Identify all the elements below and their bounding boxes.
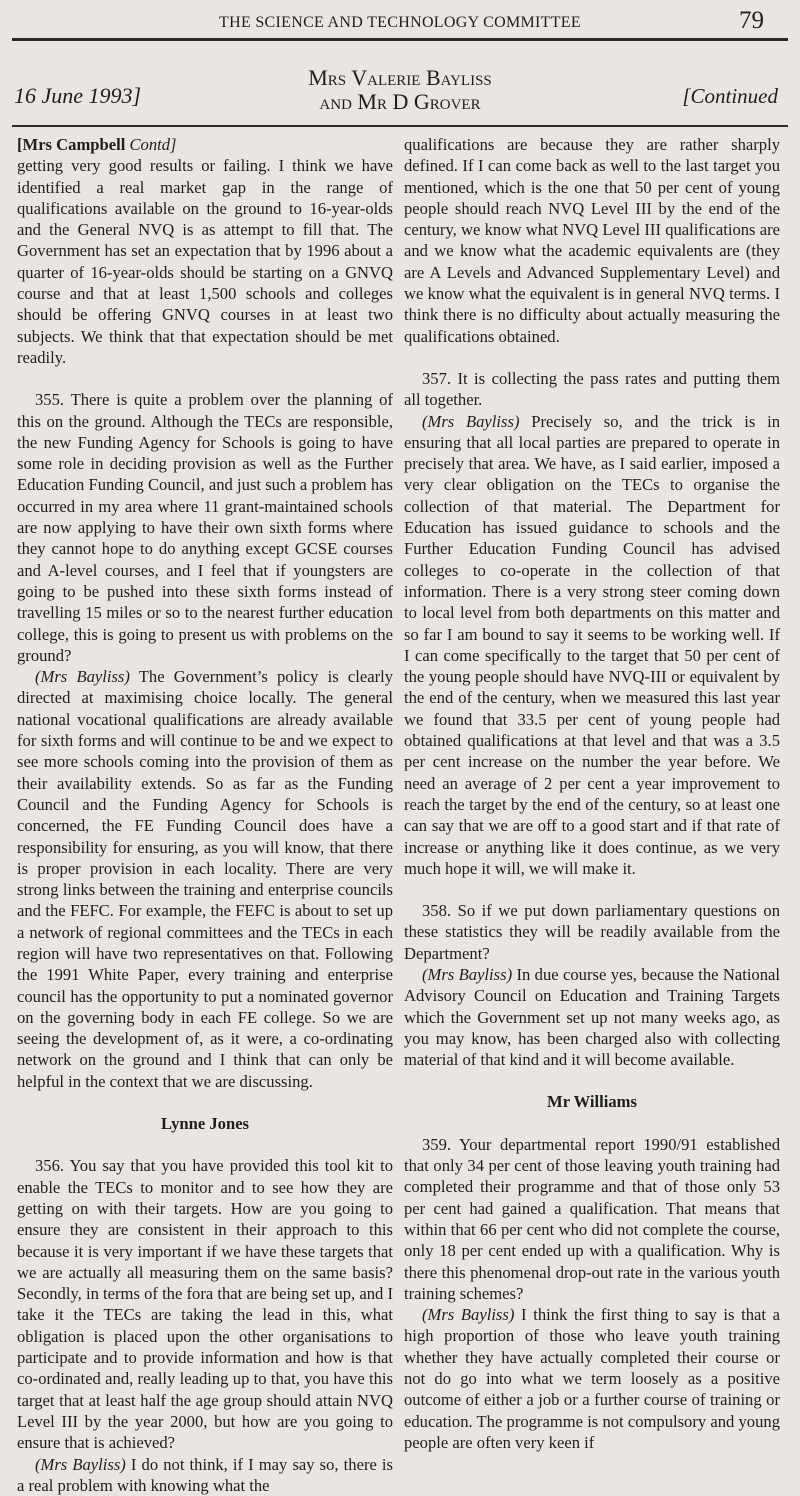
witness-names — [0, 66, 800, 114]
answer-358-text: In due course yes, because the National Advisory Council on Education and Training Targets which the Government set up not many weeks ago, as you may know, has been charged also with collecting material of that kind and it will become available. — [404, 964, 780, 1070]
running-header — [0, 6, 800, 40]
subheader-rule — [12, 125, 788, 127]
answer-357-speaker: (Mrs Bayliss) — [422, 411, 520, 431]
answer-359 — [404, 1304, 780, 1453]
journal-title: THE SCIENCE AND TECHNOLOGY COMMITTEE — [219, 14, 581, 31]
question-359: 359. Your departmental report 1990/91 established that only 34 per cent of those leaving youth training had completed their programme and that of those only 53 per cent had gained a qualification. That means that within that 66 per cent who did not complete the course, only 18 per cent ended up with a qualification. Why is there this phenomenal drop-out rate in the various youth training schemes? — [404, 1134, 780, 1303]
question-355: 355. There is quite a problem over the planning of this on the ground. Although the TECs are responsible, the new Funding Agency for Schools is going to have some role in deciding provision as well as the Further Education Funding Council, and just such a problem has occurred in my area where 11 grant-maintained schools are now applying to have their own sixth forms where they cannot hope to do anything except GCSE courses and A-level courses, and I feel that if youngsters are going to be pushed into these sixth forms instead of travelling 15 miles or so to the nearest further education college, this is going to present us with problems on the ground? — [17, 390, 393, 665]
continued-speaker-name: [Mrs Campbell — [17, 135, 126, 154]
answer-356-text: I do not think, if I may say so, there is a real problem with knowing what the — [17, 1454, 393, 1495]
answer-357-text: Precisely so, and the trick is in ensuring that all local parties are prepared to operate in precisely that area. We have, as I said earlier, imposed a very clear obligation on the TECs to organise the collection of that material. The Department for Education has issued guidance to schools and the Further Education Funding Council has advised colleges to co-operate in the collection of that information. There is a very strong steer coming down to local level from both departments on this matter and so far I am bound to say it seems to be working well. If I can come specifically to the target that 50 per cent of the young people should have NVQ-III or equivalent by the end of the century, when we measured this last year we found that 33.5 per cent of young people had obtained qualifications at that level and that was a 3.5 per cent increase on the number the year before. We need an average of 2 per cent a year improvement to reach the target by the end of the century, so at least one can say that we are off to a good start and if that rate of increase or anything like it does continue, as we very much hope it will, we will make it. — [404, 411, 780, 878]
answer-359-text: I think the first thing to say is that a high proportion of those who leave youth training whether they have actually completed their course or not do go into what we term loosely as a positive outcome of either a job or a further course of training or education. The programme is not compulsory and young people are often very keen if — [404, 1305, 781, 1452]
witness-line-1: Mrs Valerie Bayliss — [308, 65, 492, 90]
session-date: 16 June 1993] — [14, 83, 142, 108]
speaker-heading-lynne-jones: Lynne Jones — [160, 1114, 250, 1134]
answer-359-speaker: (Mrs Bayliss) — [422, 1305, 515, 1325]
question-358: 358. So if we put down parliamentary questions on these statistics they will be readily available from the Department? — [404, 901, 780, 963]
left-column — [17, 134, 393, 1496]
question-357: 357. It is collecting the pass rates and putting them all together. — [404, 368, 780, 410]
witness-header — [0, 66, 800, 126]
continued-speaker — [17, 134, 393, 155]
answer-paragraph: getting very good results or failing. I think we have identified a real market gap in the range of qualifications available on the ground to 16-year-olds and the General NVQ is as attempt to fill that. The Government has set an expectation that by 1996 about a quarter of 16-year-olds should be starting on a GNVQ course and that at least 1,500 schools and colleges should be offering GNVQ courses in at least two subjects. We think that that expectation should be met readily. — [17, 156, 393, 367]
answer-355-speaker: (Mrs Bayliss) — [35, 667, 130, 687]
question-356: 356. You say that you have provided this tool kit to enable the TECs to monitor and to see how they are getting on with their targets. How are you going to ensure they are consistent in their approach to this because it is very important if we have these targets that we are actually all measuring them on the same basis? Secondly, in terms of the fora that are being set up, and I take it the TECs are taking the lead in this, what obligation is placed upon the other organisations to participate and to provide information and how is that co-ordinated and, really leading up to that, you have this target that at least half the age group should attain NVQ Level III by the year 2000, but how are you going to ensure that is achieved? — [17, 1156, 393, 1453]
answer-357 — [404, 411, 780, 880]
answer-356 — [17, 1454, 393, 1496]
answer-355 — [17, 666, 393, 1092]
speaker-heading-mr-williams: Mr Williams — [547, 1092, 637, 1112]
witness-line-2: and Mr D Grover — [319, 89, 481, 114]
answer-355-text: The Government’s policy is clearly directed at maximising choice locally. The general national vocational qualifications are already available for sixth forms and will continue to be and we expect to see more schools coming into the provision of them as their availability extends. So as far as the Funding Council and the Funding Agency for Schools is concerned, the FE Funding Council does have a responsibility for ensuring, as you will know, that there is proper provision in each locality. There are very strong links between the training and enterprise councils and the FEFC. For example, the FEFC is about to set up a network of regional committees and the TECs in each region will have two representatives on that. Following the 1991 White Paper, every training and enterprise council has the opportunity to put a nominated governor on the governing body in each FE college. So we are seeing the development of, as it were, a co-ordinating network on the ground and I think that can only be helpful in the context that we are discussing. — [17, 667, 393, 1091]
answer-continuation: qualifications are because they are rather sharply defined. If I can come back as well to the last target you mentioned, which is the one that 50 per cent of young people should reach NVQ Level III by the end of the century, we know what NVQ Level III qualifications are and we know what the academic equivalents are (they are A Levels and Advanced Supplementary Level) and we know what the equivalent is in general NVQ terms. I think there is no difficulty about actually measuring the qualifications obtained. — [404, 135, 780, 346]
right-column — [404, 134, 780, 1453]
answer-358-speaker: (Mrs Bayliss) — [422, 964, 513, 984]
answer-358 — [404, 964, 780, 1070]
page-number: 79 — [739, 7, 764, 34]
header-rule — [12, 38, 788, 41]
answer-356-speaker: (Mrs Bayliss) — [35, 1454, 126, 1474]
continued-marker: [Continued — [682, 84, 778, 108]
continued-speaker-contd: Contd] — [129, 135, 177, 154]
